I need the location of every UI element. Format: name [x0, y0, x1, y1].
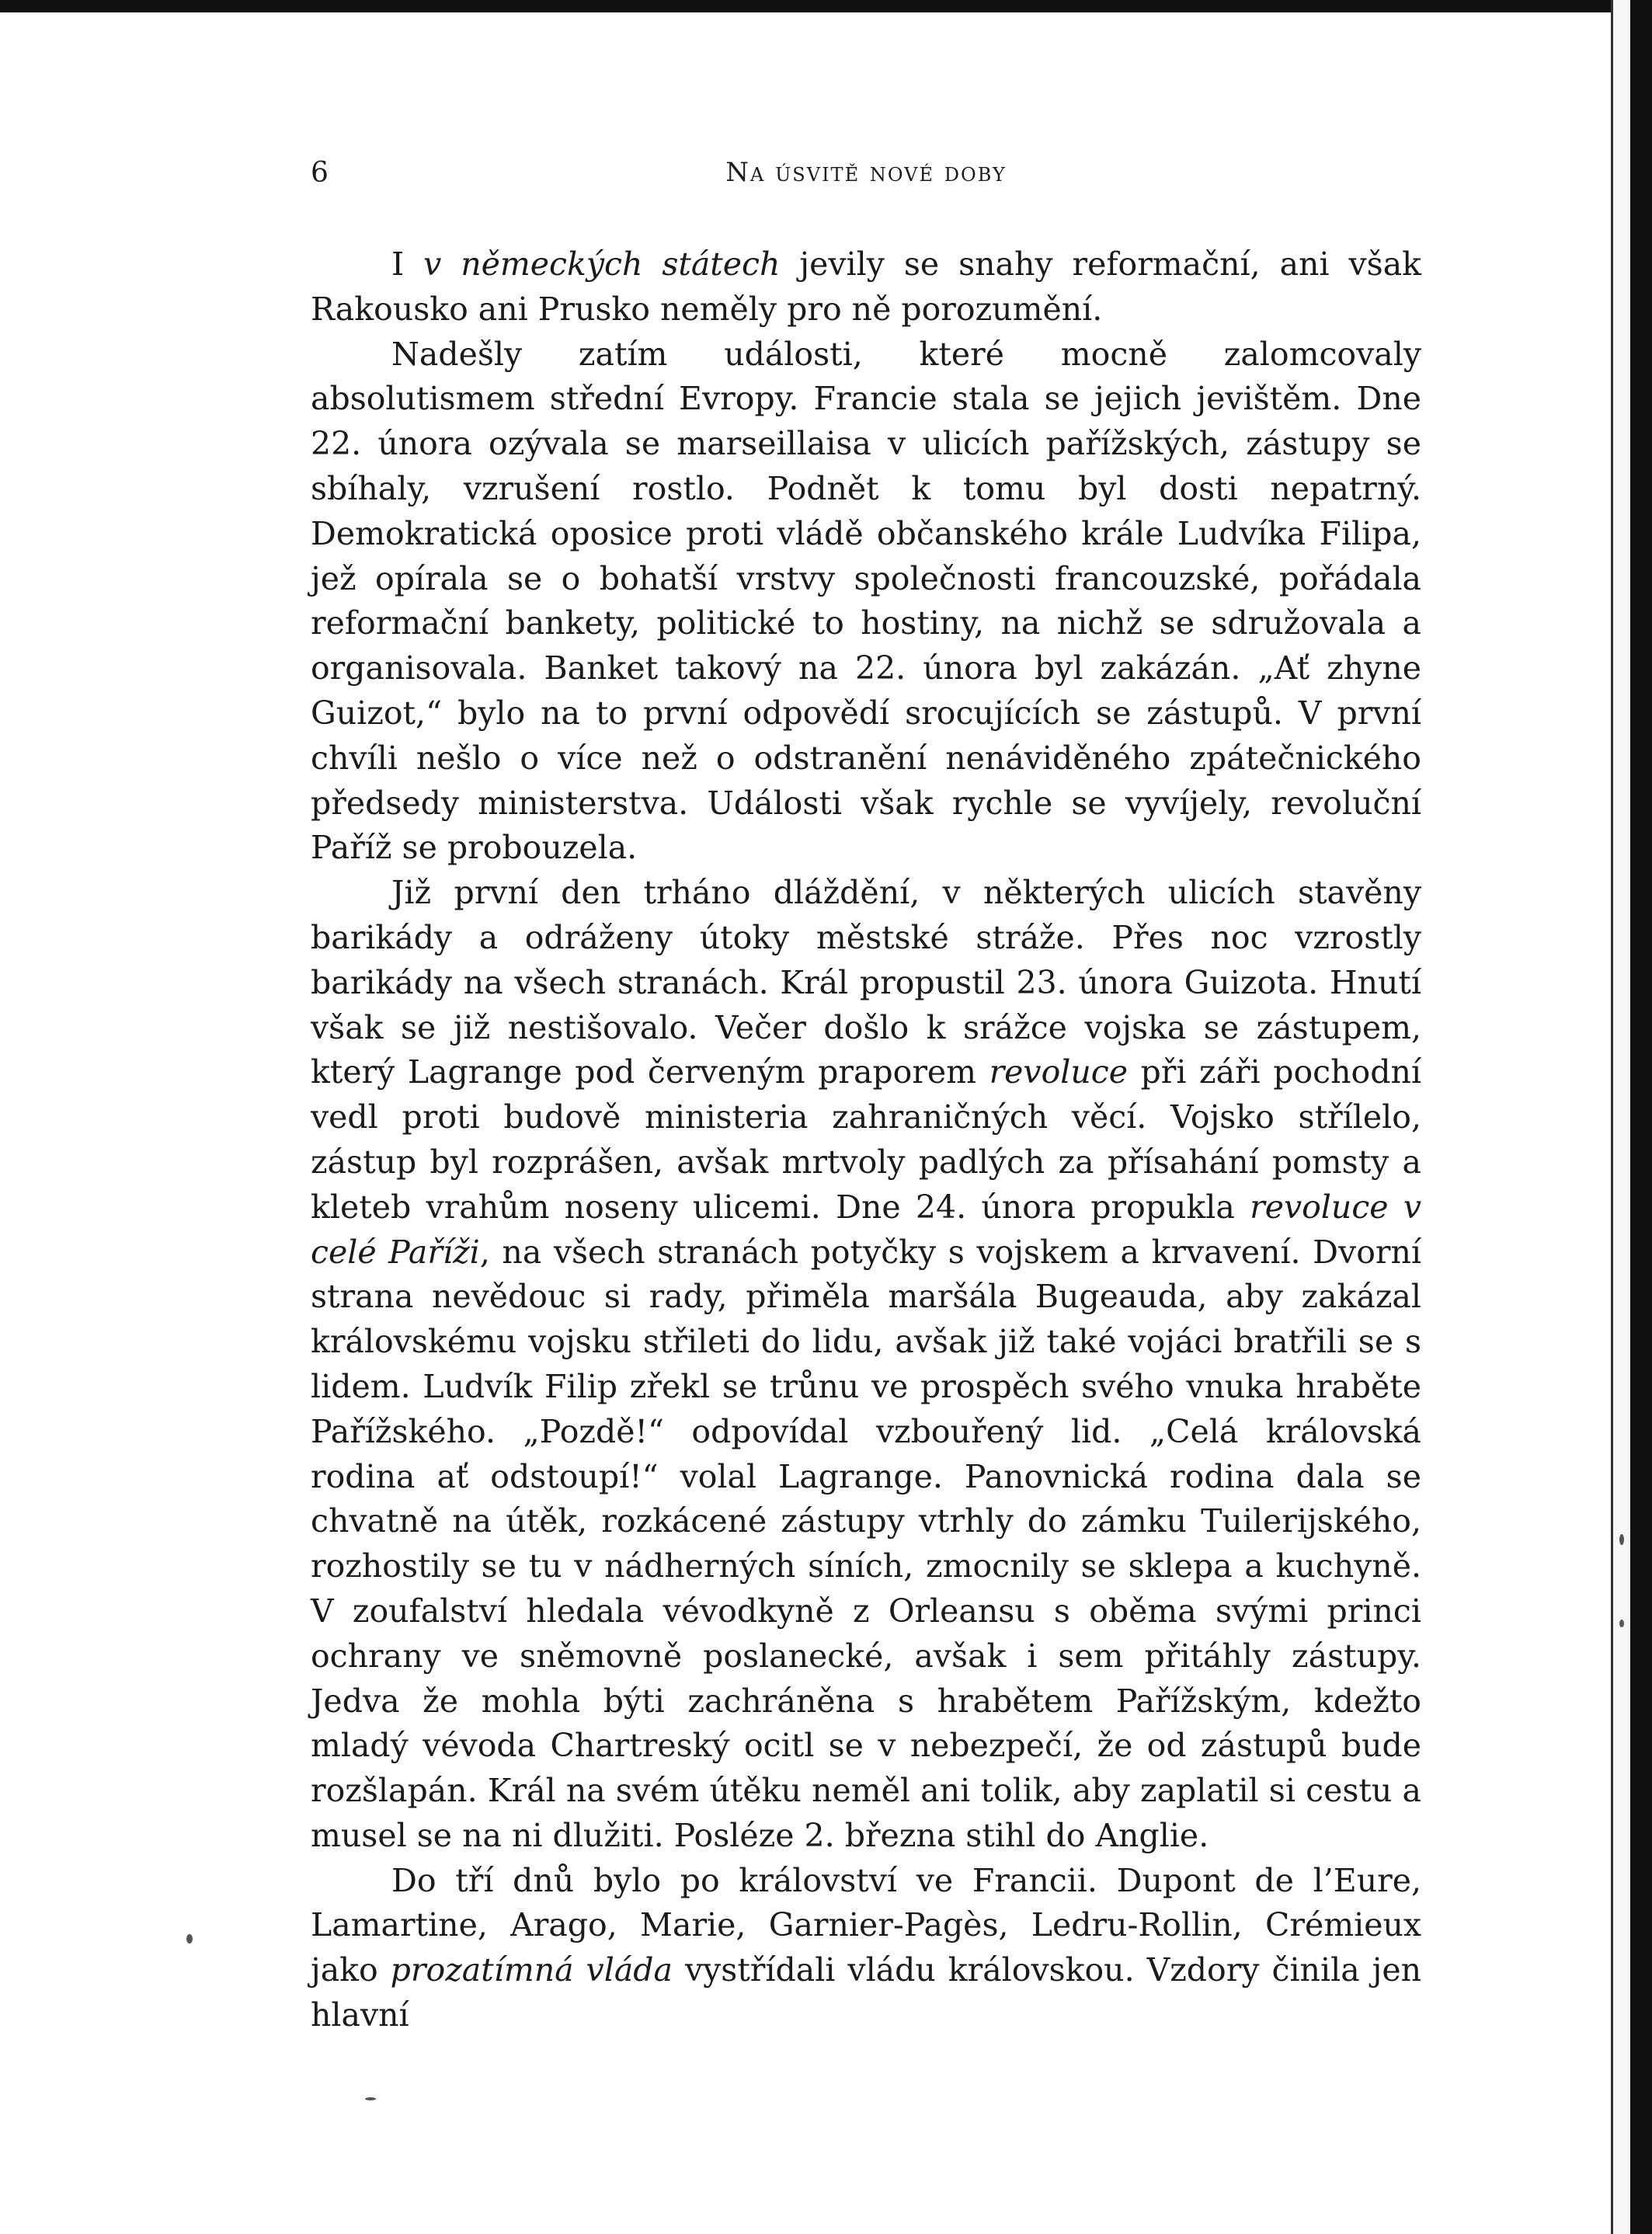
- text-run: při záři pochodní vedl proti budově ministeria zahraničných věcí. Vojsko střílelo, zástup byl rozprášen, avšak mrtvoly padlých za přísahání pomsty a kleteb vrahům noseny ulicemi. Dne 24. února propukla: [311, 1053, 1421, 1226]
- scan-gutter-right: [1611, 0, 1630, 2234]
- scan-speck: [365, 2097, 376, 2100]
- text-run: Do tří dnů bylo po království ve Francii. Dupont de l’Eure, Lamartine, Arago, Marie, Garnier-Pagès, Ledru-Rollin, Crémieux jako: [311, 1861, 1421, 1989]
- text-run: vystřídali vládu královskou. Vzdory činila jen hlavní: [311, 1951, 1421, 2034]
- text-run: Již první den trháno dláždění, v některých ulicích stavěny barikády a odráženy útoky městské stráže. Přes noc vzrostly barikády na všech stranách. Král propustil 23. února Guizota. Hnutí však se již nestišovalo. Večer došlo k srážce vojska se zástupem, který Lagrange pod červeným praporem: [311, 874, 1421, 1091]
- italic-text: prozatímná vláda: [390, 1951, 673, 1989]
- italic-text: v německých státech: [423, 245, 781, 283]
- body-text: [311, 242, 1421, 2038]
- italic-text: revoluce v celé Paříži: [311, 1188, 1421, 1271]
- running-head: [311, 148, 1421, 202]
- italic-text: revoluce: [989, 1053, 1129, 1091]
- scan-speck: [1619, 1534, 1624, 1545]
- page-number: 6: [311, 157, 329, 189]
- running-title: Na úsvitě nové doby: [725, 157, 1007, 188]
- scan-speck: [186, 1934, 193, 1943]
- paragraph: [311, 1859, 1421, 2038]
- text-run: I: [391, 245, 424, 283]
- book-page: [311, 148, 1421, 2038]
- text-run: , na všech stranách potyčky s vojskem a krvavení. Dvorní strana nevědouc si rady, přiměla maršála Bugeauda, aby zakázal královskému vojsku střileti do lidu, avšak již také vojáci bratřili se s lidem. Ludvík Filip zřekl se trůnu ve prospěch svého vnuka hraběte Pařížského. „Pozdě!“ odpovídal vzbouřený lid. „Celá královská rodina ať odstoupí!“ volal Lagrange. Panovnická rodina dala se chvatně na útěk, rozkácené zástupy vtrhly do zámku Tuilerijského, rozhostily se tu v nádherných síních, zmocnily se sklepa a kuchyně. V zoufalství hledala vévodkyně z Orleansu s oběma svými princi ochrany ve sněmovně poslanecké, avšak i sem přitáhly zástupy. Jedva že mohla býti zachráněna s hrabětem Pařížským, kdežto mladý vévoda Chartreský ocitl se v nebezpečí, že od zástupů bude rozšlapán. Král na svém útěku neměl ani tolik, aby zaplatil si cestu a musel se na ni dlužiti. Posléze 2. března stihl do Anglie.: [311, 1233, 1422, 1854]
- paragraph: [311, 242, 1421, 332]
- text-run: Nadešly zatím události, které mocně zalomcovaly absolutismem střední Evropy. Francie stala se jejich jevištěm. Dne 22. února ozývala se marseillaisa v ulicích pařížských, zástupy se sbíhaly, vzrušení rostlo. Podnět k tomu byl dosti nepatrný. Demokratická oposice proti vládě občanského krále Ludvíka Filipa, jež opírala se o bohatší vrstvy společnosti francouzské, pořádala reformační bankety, politické to hostiny, na nichž se sdružovala a organisovala. Banket takový na 22. února byl zakázán. „Ať zhyne Guizot,“ bylo na to první odpovědí srocujících se zástupů. V první chvíli nešlo o více než o odstranění nenáviděného zpátečnického předsedy ministerstva. Události však rychle se vyvíjely, revoluční Paříž se probouzela.: [311, 335, 1421, 867]
- scan-speck: [1619, 1620, 1624, 1627]
- text-run: jevily se snahy reformační, ani však Rakousko ani Prusko neměly pro ně porozumění.: [311, 245, 1421, 328]
- paragraph: [311, 871, 1421, 1859]
- paragraph: [311, 332, 1421, 872]
- scan-border-right: [1630, 0, 1652, 2234]
- scan-border-top: [0, 0, 1652, 12]
